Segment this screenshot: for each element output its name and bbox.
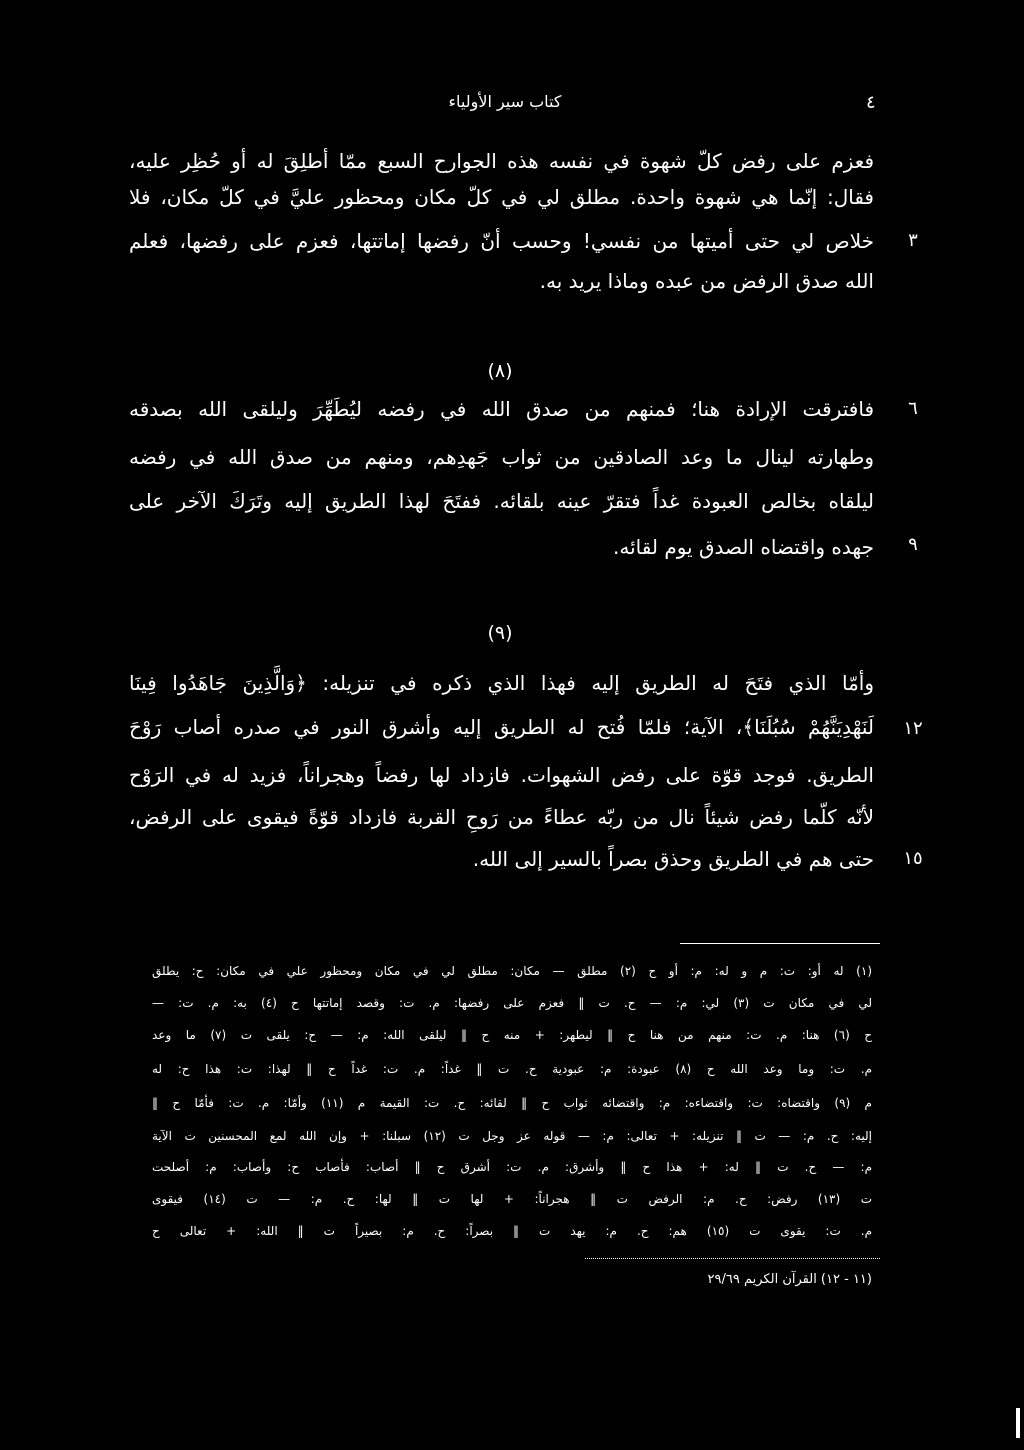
footnote-line: إليه: ح. م: — ت ‖ تنزيله: + تعالى: م: — قوله عز وجل ت (١٢) سبلنا: + وإن الله لمع المحسنين ت الآية [152, 1129, 873, 1143]
text-line: فافترقت الإرادة هنا؛ فمنهم من صدق الله في رفضه ليُطَهِّرَ وليلقى الله بصدقه [129, 397, 874, 421]
margin-line-number: ١٥ [903, 848, 923, 869]
text-line: فعزم على رفض كلّ شهوة في نفسه هذه الجوارح السبع ممّا أطلِقَ له أو حُظِر عليه، [129, 149, 874, 173]
edge-mark [1016, 1408, 1020, 1438]
footnote-line: م (٩) واقتضاه: ت: واقتضاءه: م: واقتضائه ثواب ح ‖ لقائه: ح. ت: القيمة م (١١) وأمّا: م. ت: فأمّا ح ‖ [152, 1096, 872, 1110]
footnote-line: ح (٦) هنا: م. ت: منهم من هنا ح ‖ ليطهر: + منه ح ‖ ليلقى الله: م: — ح: يلقى ت (٧) ما وعد [152, 1028, 873, 1042]
footnote-line: م: — ح. ت ‖ له: + هذا ح ‖ وأشرق: م. ت: أشرق ح ‖ أصاب: فأصاب ح: وأصاب: م: أصلحت [152, 1160, 872, 1174]
text-line: وأمّا الذي فتَحَ له الطريق إليه فهذا الذي ذكره في تنزيله: ﴿وَالَّذِينَ جَاهَدُوا فِينَا [129, 671, 874, 695]
text-line: جهده واقتضاه الصدق يوم لقائه. [613, 535, 874, 559]
footnote-line: م. ت: وما وعد الله ح (٨) عبودة: م: عبودية ح. ت ‖ غداً: م. ت: غداً ح ‖ لهذا: ت: هذا ح: له [152, 1062, 873, 1076]
quran-reference: (١١ - ١٢) القرآن الكريم ٢٩/٦٩ [707, 1272, 872, 1287]
page-number: ٤ [866, 92, 876, 113]
text-line: خلاص لي حتى أميتها من نفسي! وحسب أنّ رفضها إماتتها، فعزم على رفضها، فعلم [129, 229, 874, 253]
footnote-line: م. ت: يقوى ت (١٥) هم: ح. م: يهد ت ‖ بصراً: ح. م: بصيراً ت ‖ الله: + تعالى ح [152, 1224, 873, 1238]
running-header: كتاب سير الأولياء [448, 92, 562, 111]
margin-line-number: ٣ [908, 230, 918, 251]
footnote-line: (١) له أو: ت: م و له: م: أو ح (٢) مطلق — مكان: مطلق لي في مكان ومحظور علي في مكان: ح: يطلق [152, 964, 872, 978]
footnote-line: لي في مكان ت (٣) لي: م: — ح. ت ‖ فعزم على رفضها: م. ت: وقصد إماتتها ح (٤) به: م. ت: — [152, 996, 873, 1010]
footnote-separator [680, 943, 880, 944]
reference-separator [585, 1258, 880, 1259]
text-line: ليلقاه بخالص العبودة غداً فتقرّ عينه بلقائه. ففتَحَ لهذا الطريق إليه وتَرَكَ الآخر على [129, 489, 874, 513]
margin-line-number: ٩ [908, 534, 918, 555]
section-number: (٩) [487, 622, 513, 644]
text-line: فقال: إنّما هي شهوة واحدة. مطلق لي في كلّ مكان ومحظور عليَّ في كلّ مكان، فلا [129, 185, 874, 209]
margin-line-number: ٦ [908, 398, 918, 419]
text-line: لأنّه كلّما رفض شيئاً نال من ربّه عطاءً من رَوحِ القربة فازداد قوّةً فيقوى على الرفض، [129, 805, 874, 829]
section-number: (٨) [487, 360, 513, 382]
text-line: الطريق. فوجد قوّة على رفض الشهوات. فازداد لها رفضاً وهجراناً، فزيد له في الرَوْح [129, 763, 874, 787]
text-line: الله صدق الرفض من عبده وماذا يريد به. [539, 269, 874, 293]
text-line: وطهارته لينال ما وعد الصادقين من ثواب جَهدِهم، ومنهم من صدق الله في رفضه [129, 445, 874, 469]
footnote-line: ت (١٣) رفض: ح. م: الرفض ت ‖ هجراناً: + لها ت ‖ لها: ح. م: — ت (١٤) فيقوى [152, 1192, 873, 1206]
text-line: لَنَهْدِيَنَّهُمْ سُبُلَنَا﴾، الآية؛ فلمّا فُتح له الطريق إليه وأشرق النور في صدره أصاب رَوْحَ [129, 715, 874, 739]
margin-line-number: ١٢ [903, 718, 923, 739]
text-line: حتى هم في الطريق وحذق بصراً بالسير إلى الله. [472, 847, 874, 871]
